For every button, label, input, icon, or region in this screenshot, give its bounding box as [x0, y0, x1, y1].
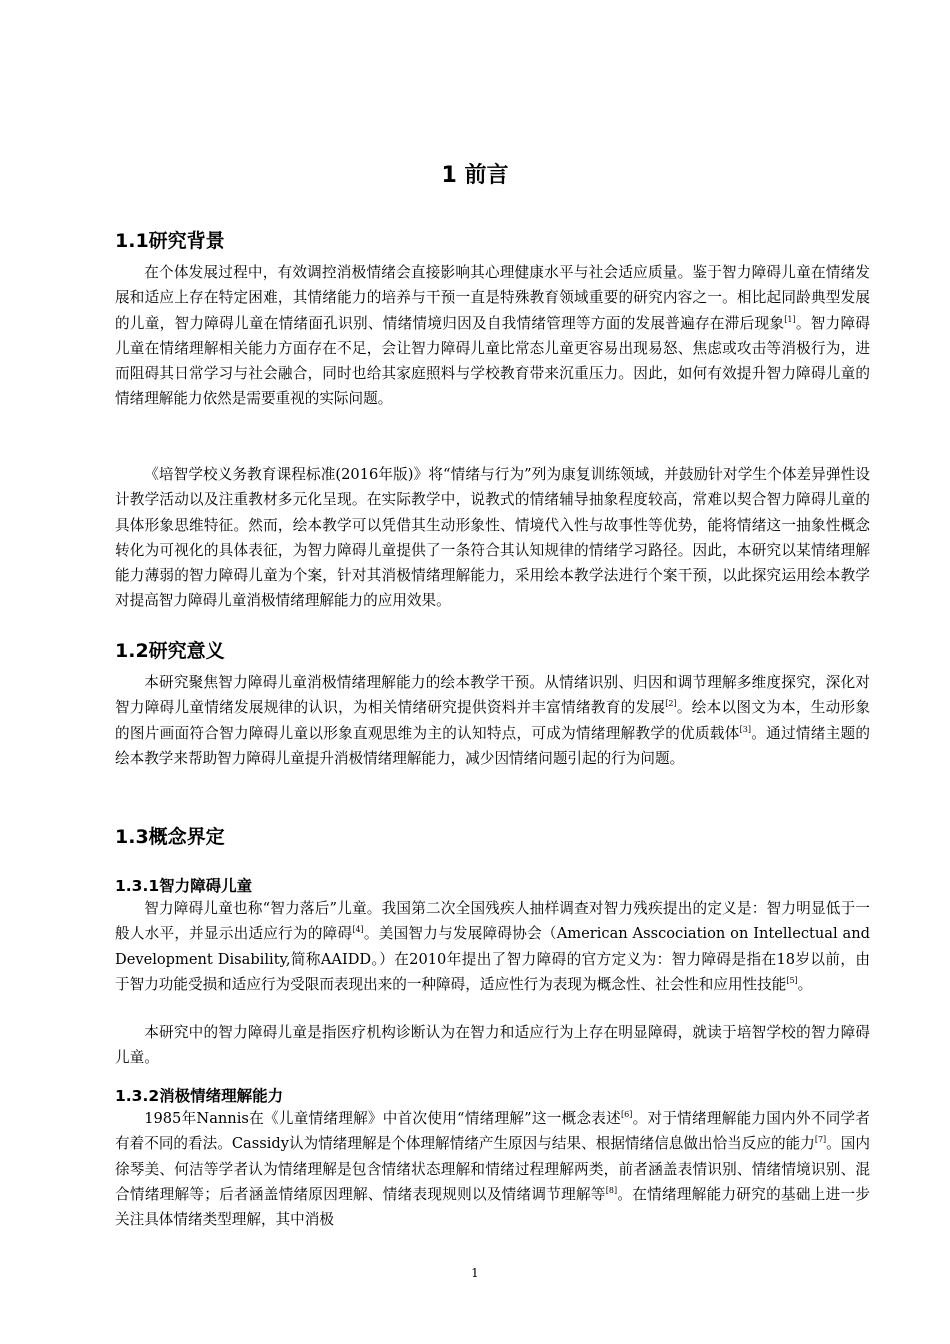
citation: [6] — [621, 1110, 633, 1119]
page-number: 1 — [471, 1266, 479, 1280]
section-heading-1-1: 1.1研究背景 — [115, 230, 225, 252]
paragraph-negative-emotion: 1985年Nannis在《儿童情绪理解》中首次使用“情绪理解”这一概念表述[6]。对于情绪理解能力国内外不同学者有着不同的看法。Cassidy认为情绪理解是个体理解情绪产生原因与结果、根据情绪信息做出恰当反应的能力[7]。国内徐琴美、何洁等学者认为情绪理解是包含情绪状态理解和情绪过程理解两类，前者涵盖表情识别、情绪情境识别、混合情绪理解等；后者涵盖情绪原因理解、情绪表现规则以及情绪调节理解等[8]。在情绪理解能力研究的基础上进一步关注具体情绪类型理解，其中消极 — [115, 1110, 870, 1229]
chapter-title: 1 前言 — [441, 163, 509, 188]
citation: [1] — [784, 314, 796, 324]
citation: [7] — [814, 1135, 827, 1145]
paragraph-background-2: 《培智学校义务教育课程标准(2016年版)》将“情绪与行为”列为康复训练领域，并鼓励针对学生个体差异弹性设计教学活动以及注重教材多元化呈现。在实际教学中，说教式的情绪辅导抽象程度较高，常难以契合智力障碍儿童的具体形象思维特征。然而，绘本教学可以凭借其生动形象性、情境代入性与故事性等优势，能将情绪这一抽象性概念转化为可视化的具体表征，为智力障碍儿童提供了一条符合其认知规律的情绪学习路径。因此，本研究以某情绪理解能力薄弱的智力障碍儿童为个案，针对其消极情绪理解能力，采用绘本教学法进行个案干预，以此探究运用绘本教学对提高智力障碍儿童消极情绪理解能力的应用效果。 — [115, 466, 870, 610]
citation: [2] — [665, 699, 677, 709]
paragraph-definition-1: 智力障碍儿童也称“智力落后”儿童。我国第二次全国残疾人抽样调查对智力残疾提出的定义是：智力明显低于一般人水平，并显示出适应行为的障碍[4]。美国智力与发展障碍协会（American Asscociation on Intellectual and Development Disability,简称AAIDD。）在2010年提出了智力障碍的官方定义为：智力障碍是指在18岁以前，由于智力功能受损和适应行为受限而表现出来的一种障碍，适应性行为表现为概念性、社会性和应用性技能[5]。 — [115, 900, 870, 993]
subsection-heading-1-3-1: 1.3.1智力障碍儿童 — [115, 877, 253, 895]
citation: [5] — [786, 975, 798, 985]
section-heading-1-2: 1.2研究意义 — [115, 640, 225, 662]
section-heading-1-3: 1.3概念界定 — [115, 826, 225, 848]
paragraph-significance: 本研究聚焦智力障碍儿童消极情绪理解能力的绘本教学干预。从情绪识别、归因和调节理解多维度探究，深化对智力障碍儿童情绪发展规律的认识，为相关情绪研究提供资料并丰富情绪教育的发展[2]。绘本以图文为本，生动形象的图片画面符合智力障碍儿童以形象直观思维为主的认知特点，可成为情绪理解教学的优质载体[3]。通过情绪主题的绘本教学来帮助智力障碍儿童提升消极情绪理解能力，减少因情绪问题引起的行为问题。 — [115, 674, 870, 767]
subsection-heading-1-3-2: 1.3.2消极情绪理解能力 — [115, 1087, 284, 1105]
paragraph-definition-2: 本研究中的智力障碍儿童是指医疗机构诊断认为在智力和适应行为上存在明显障碍，就读于培智学校的智力障碍儿童。 — [115, 1024, 870, 1067]
citation: [8] — [605, 1185, 618, 1195]
paragraph-background-1: 在个体发展过程中，有效调控消极情绪会直接影响其心理健康水平与社会适应质量。鉴于智力障碍儿童在情绪发展和适应上存在特定困难，其情绪能力的培养与干预一直是特殊教育领域重要的研究内容之一。相比起同龄典型发展的儿童，智力障碍儿童在情绪面孔识别、情绪情境归因及自我情绪管理等方面的发展普遍存在滞后现象[1]。智力障碍儿童在情绪理解相关能力方面存在不足，会让智力障碍儿童比常态儿童更容易出现易怒、焦虑或攻击等消极行为，进而阻碍其日常学习与社会融合，同时也给其家庭照料与学校教育带来沉重压力。因此，如何有效提升智力障碍儿童的情绪理解能力依然是需要重视的实际问题。 — [115, 264, 870, 408]
citation: [4] — [352, 925, 364, 935]
citation: [3] — [739, 724, 751, 734]
